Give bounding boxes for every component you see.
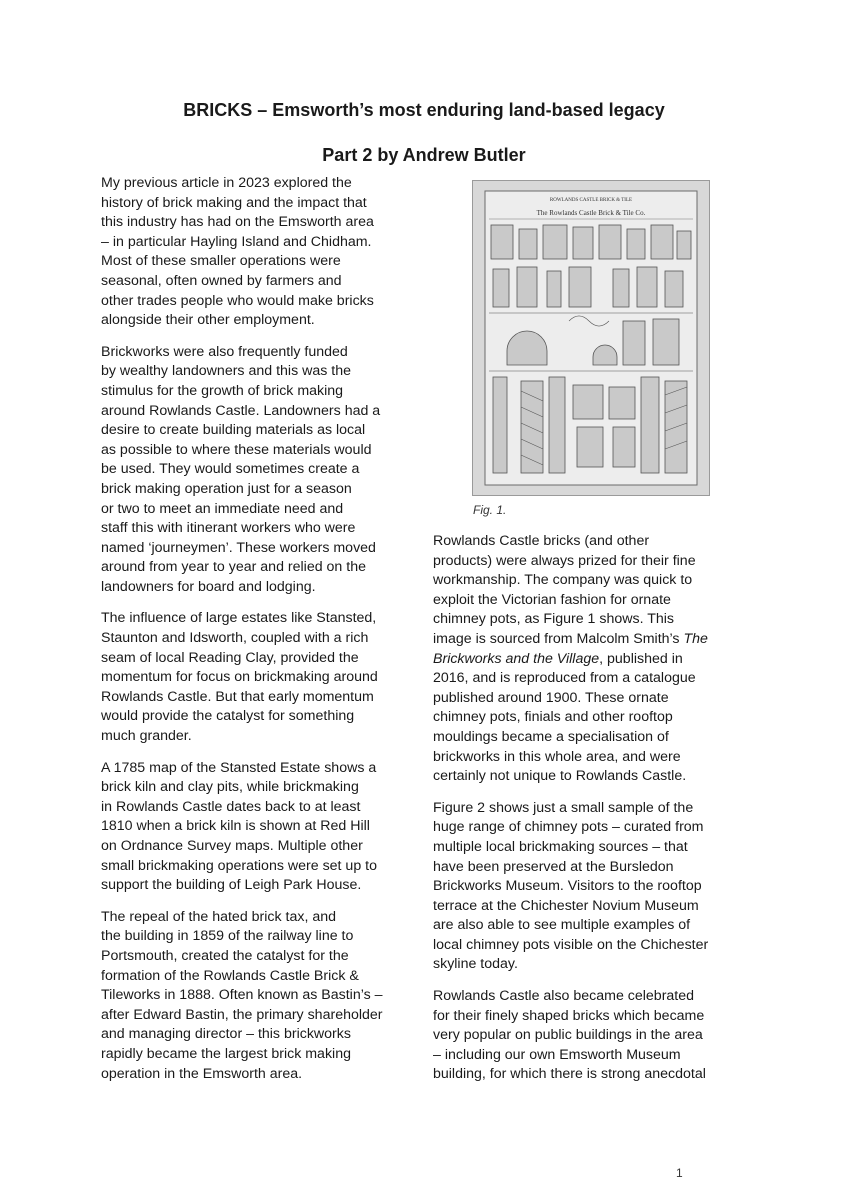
text-line: desire to create building materials as local (101, 422, 366, 439)
text-line: seasonal, often owned by farmers and (101, 272, 342, 289)
text-line: the building in 1859 of the railway line to (101, 928, 354, 945)
text-line: exploit the Victorian fashion for ornate (433, 591, 671, 608)
paragraph (101, 609, 416, 746)
page-number: 1 (676, 1166, 683, 1180)
text-line: Staunton and Idsworth, coupled with a rich (101, 630, 369, 647)
text-line: chimney pots, finials and other rooftop (433, 709, 673, 726)
text-line: or two to meet an immediate need and (101, 500, 344, 517)
text-line: The influence of large estates like Stansted, (101, 610, 377, 627)
text-line: Portsmouth, created the catalyst for the (101, 947, 349, 964)
text-line: My previous article in 2023 explored the (101, 175, 352, 191)
text-line: momentum for focus on brickmaking around (101, 669, 378, 686)
text-line: published around 1900. These ornate (433, 689, 669, 706)
text-line: workmanship. The company was quick to (433, 572, 693, 589)
text-line: small brickmaking operations were set up to (101, 857, 377, 874)
text-line: very popular on public buildings in the area (433, 1027, 703, 1044)
text-line: products) were always prized for their fine (433, 552, 696, 569)
article-title: BRICKS – Emsworth’s most enduring land-based legacy (183, 100, 665, 120)
text-line: huge range of chimney pots – curated from (433, 819, 704, 836)
text-line: support the building of Leigh Park House. (101, 877, 362, 894)
text-line: named ‘journeymen’. These workers moved (101, 539, 376, 556)
text-line: – including our own Emsworth Museum (433, 1046, 681, 1063)
text-run: , published in (599, 650, 683, 667)
text-line: brick kiln and clay pits, while brickmaking (101, 779, 359, 796)
article-subtitle: Part 2 by Andrew Butler (322, 145, 526, 165)
text-line: – in particular Hayling Island and Chidham. (101, 233, 372, 250)
text-line: after Edward Bastin, the primary shareholder (101, 1006, 383, 1023)
paragraph (433, 987, 743, 1085)
text-line: local chimney pots visible on the Chichester (433, 936, 709, 953)
catalogue-plate-illustration (473, 181, 709, 495)
text-line: Rowlands Castle also became celebrated (433, 988, 695, 1005)
text-line: this industry has had on the Emsworth area (101, 214, 374, 231)
text-line: on Ordnance Survey maps. Multiple other (101, 838, 363, 854)
text-line: formation of the Rowlands Castle Brick & (101, 967, 359, 984)
text-line: landowners for board and lodging. (101, 578, 316, 595)
text-line: would provide the catalyst for something (101, 708, 355, 725)
text-line: building, for which there is strong anecdotal (433, 1066, 706, 1083)
paragraph (433, 799, 743, 975)
text-line: by wealthy landowners and this was the (101, 363, 351, 380)
text-line: brick making operation just for a season (101, 480, 352, 497)
text-line (433, 630, 743, 650)
text-line: certainly not unique to Rowlands Castle. (433, 768, 687, 785)
text-line: staff this with itinerant workers who were (101, 520, 356, 537)
text-line: much grander. (101, 728, 192, 745)
text-line: Most of these smaller operations were (101, 253, 341, 270)
text-line: rapidly became the largest brick making (101, 1045, 351, 1062)
paragraph (101, 908, 416, 1084)
text-line: multiple local brickmaking sources – that (433, 838, 688, 855)
text-line: operation in the Emsworth area. (101, 1065, 303, 1082)
left-column (101, 174, 416, 1096)
text-line: be used. They would sometimes create a (101, 461, 360, 478)
text-line: Figure 2 shows just a small sample of the (433, 799, 694, 816)
text-line: Brickworks were also frequently funded (101, 343, 348, 360)
text-line: Rowlands Castle bricks (and other (433, 533, 650, 549)
book-title-italic: Brickworks and the Village (433, 650, 600, 667)
text-line: The repeal of the hated brick tax, and (101, 908, 337, 925)
text-line (433, 650, 743, 670)
text-line: brickworks in this whole area, and were (433, 748, 681, 765)
text-line: Rowlands Castle. But that early momentum (101, 688, 374, 705)
text-line: for their finely shaped bricks which became (433, 1007, 705, 1024)
text-line: Brickworks Museum. Visitors to the rooftop (433, 878, 702, 895)
text-line: chimney pots, as Figure 1 shows. This (433, 611, 675, 628)
text-line: are also able to see multiple examples of (433, 917, 691, 934)
text-line: around Rowlands Castle. Landowners had a (101, 402, 381, 419)
plate-title: The Rowlands Castle Brick & Tile Co. (536, 209, 646, 217)
figure-1-image (472, 180, 710, 496)
text-line: A 1785 map of the Stansted Estate shows a (101, 759, 377, 776)
right-column (433, 532, 743, 1097)
paragraph (101, 174, 416, 331)
text-line: as possible to where these materials would (101, 441, 372, 458)
text-line: other trades people who would make bricks (101, 292, 374, 309)
text-line: 1810 when a brick kiln is shown at Red Hill (101, 818, 370, 835)
paragraph (433, 532, 743, 787)
text-line: history of brick making and the impact that (101, 194, 367, 211)
book-title-italic: The (683, 630, 708, 647)
text-line: 2016, and is reproduced from a catalogue (433, 670, 696, 687)
plate-heading: ROWLANDS CASTLE BRICK & TILE (549, 198, 633, 203)
text-line: terrace at the Chichester Novium Museum (433, 897, 699, 914)
text-run: image is sourced from Malcolm Smith’s (433, 630, 684, 647)
text-line: seam of local Reading Clay, provided the (101, 649, 359, 666)
text-line: stimulus for the growth of brick making (101, 382, 344, 399)
text-line: alongside their other employment. (101, 312, 315, 329)
text-line: in Rowlands Castle dates back to at least (101, 798, 361, 815)
figure-caption: Fig. 1. (473, 503, 507, 517)
text-line: mouldings became a specialisation of (433, 728, 669, 745)
text-line: have been preserved at the Bursledon (433, 858, 674, 875)
paragraph (101, 759, 416, 896)
paragraph (101, 343, 416, 598)
text-line: Tileworks in 1888. Often known as Bastin’s – (101, 987, 383, 1004)
text-line: skyline today. (433, 956, 518, 973)
text-line: and managing director – this brickworks (101, 1026, 351, 1043)
text-line: around from year to year and relied on the (101, 559, 366, 576)
